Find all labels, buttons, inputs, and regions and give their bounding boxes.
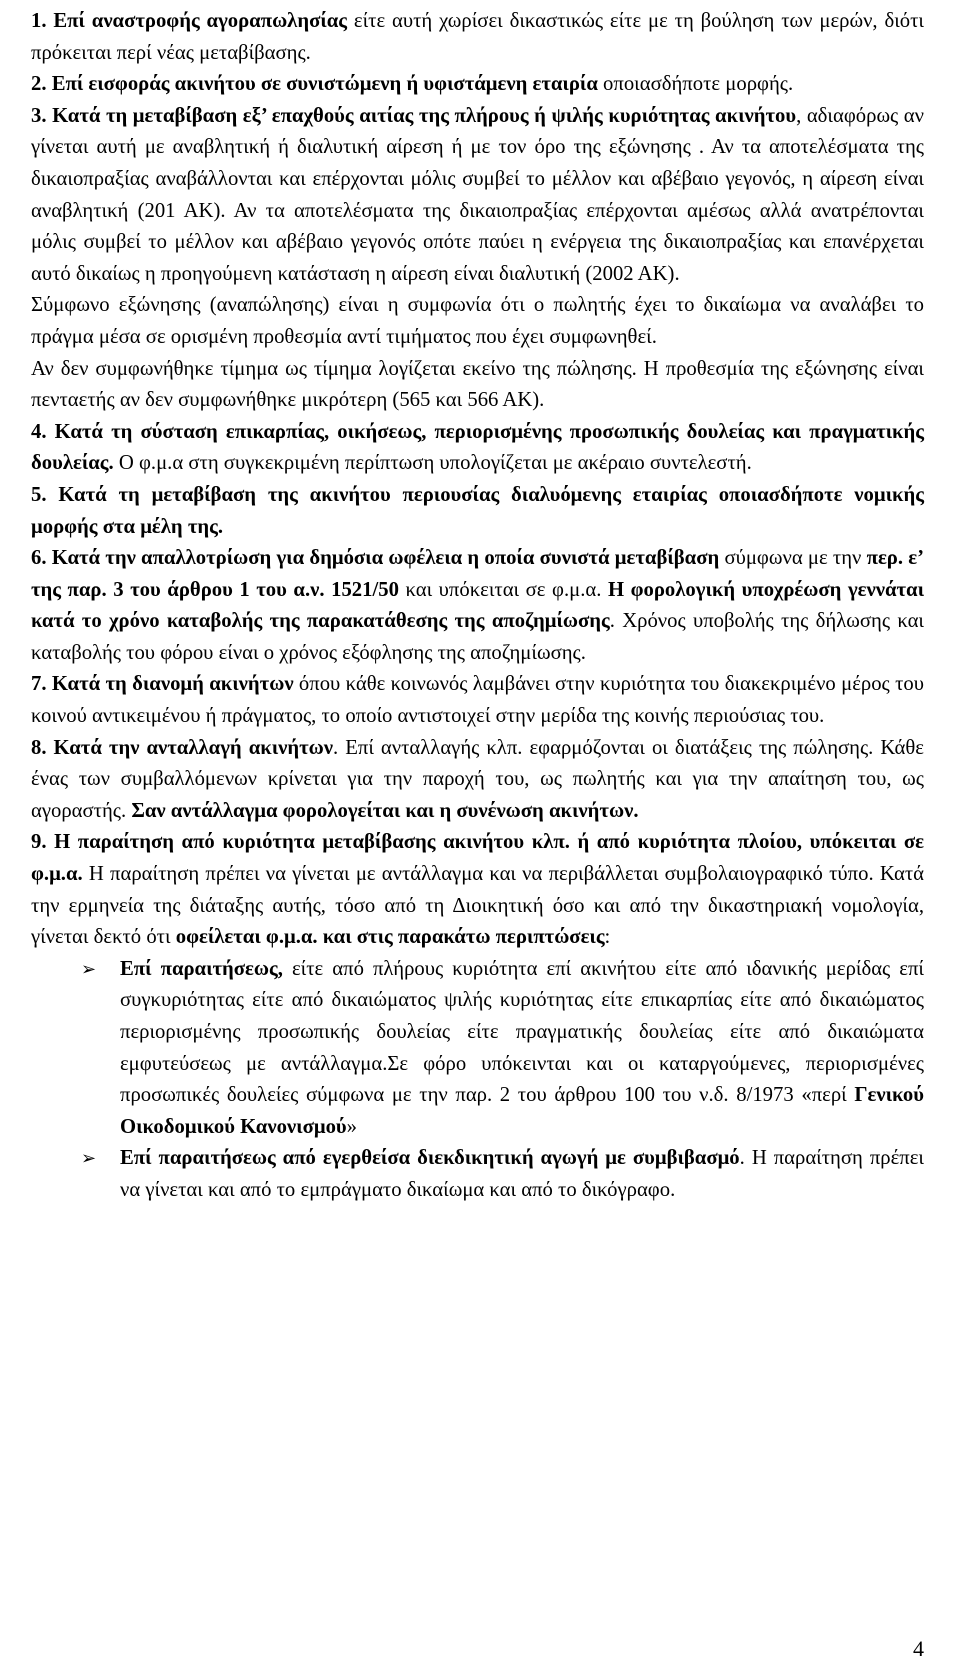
paragraph	[31, 480, 924, 543]
bold-text-run: 6. Κατά την απαλλοτρίωση για δημόσια ωφέλεια η οποία συνιστά μεταβίβαση	[31, 547, 720, 570]
paragraph	[31, 669, 924, 732]
bold-text-run: 5. Κατά τη μεταβίβαση της ακινήτου περιουσίας διαλυόμενης εταιρίας οποιασδήποτε νομικής μορφής στα μέλη της.	[31, 483, 924, 538]
text-run: σύμφωνα με την	[719, 547, 867, 570]
text-run: , αδιαφόρως αν γίνεται αυτή με αναβλητική ή διαλυτική αίρεση ή με τον όρο της εξώνησης . Αν τα αποτελέσματα της δικαιοπραξίας αναβάλλονται και επέρχονται μόλις συμβεί το μέλλον και αβέβαιο γεγονός, η αίρεση είναι αναβλητική (201 ΑΚ). Αν τα αποτελέσματα της δικαιοπραξίας επέρχονται αμέσως αλλά ανατρέπονται μόλις συμβεί το μέλλον και αβέβαιο γεγονός οπότε παύει η ενέργεια της δικαιοπραξίας και επανέρχεται αυτό δικαίως η προηγούμενη κατάσταση η αίρεση είναι διαλυτική (2002 ΑΚ).	[31, 104, 925, 285]
bold-text-run: 4. Κατά τη σύσταση επικαρπίας, οικήσεως, περιορισμένης προσωπικής δουλείας και πραγματικής δουλείας.	[31, 420, 924, 475]
text-run: και υπόκειται σε φ.μ.α.	[398, 578, 608, 601]
text-run: είτε από πλήρους κυριότητα επί ακινήτου είτε από ιδανικής μερίδας επί συγκυριότητας είτε από δικαιώματος ψιλής κυριότητας είτε επικαρπίας είτε από δικαιώματος περιορισμένης προσωπικής δουλείας είτε πραγματικής δουλείας είτε από δικαιώματα εμφυτεύσεως με αντάλλαγμα.Σε φόρο υπόκεινται και οι καταργούμενες, περιορισμένες προσωπικές δουλείες σύμφωνα με την παρ. 2 του άρθρου 100 του ν.δ. 8/1973 «περί	[120, 957, 924, 1107]
document-body	[31, 6, 924, 1207]
bold-text-run: περ. ε’ της παρ. 3 του άρθρου 1 του α.ν. 1521/50	[31, 547, 924, 601]
bold-text-run: Γενικού Οικοδομικού Κανονισμού	[120, 1084, 924, 1138]
bold-text-run: 7. Κατά τη διανομή ακινήτων	[31, 673, 294, 696]
text-run: . Χρόνος υποβολής της δήλωσης και καταβολής του φόρου είναι ο χρόνος εξόφλησης της αποζημίωσης.	[31, 610, 924, 664]
paragraph	[31, 69, 924, 101]
text-run: Σύμφωνο εξώνησης (αναπώλησης) είναι η συμφωνία ότι ο πωλητής έχει το δικαίωμα να αναλάβει το πράγμα μέσα σε ορισμένη προθεσμία αντί τιμήματος που έχει συμφωνηθεί.	[31, 294, 924, 348]
paragraph	[31, 417, 924, 480]
bold-text-run: 3. Κατά τη μεταβίβαση εξ’ επαχθούς αιτίας της πλήρους ή ψιλής κυριότητας ακινήτου	[31, 104, 797, 127]
bold-text-run: Επί παραιτήσεως από εγερθείσα διεκδικητική αγωγή με συμβιβασμό	[120, 1147, 740, 1170]
text-run: όπου κάθε κοινωνός λαμβάνει στην κυριότητα του διακεκριμένο μέρος του κοινού αντικειμένου ή πράγματος, το οποίο αντιστοιχεί στην μερίδα της κοινής περιούσιας του.	[31, 673, 924, 728]
arrow-bullet-icon: ➢	[81, 1148, 97, 1170]
text-run: . Η παραίτηση πρέπει να γίνεται και από το εμπράγματο δικαίωμα και από το δικόγραφο.	[120, 1147, 924, 1201]
text-run: είτε αυτή χωρίσει δικαστικώς είτε με τη βούληση των μερών, διότι πρόκειται περί νέας μεταβίβασης.	[31, 10, 924, 64]
bold-text-run: Η φορολογική υποχρέωση γεννάται κατά το χρόνο καταβολής της παρακατάθεσης της αποζημίωσης	[31, 578, 924, 633]
bold-text-run: οφείλεται φ.μ.α. και στις παρακάτω περιπτώσεις	[175, 926, 605, 949]
page-number: 4	[913, 1636, 924, 1661]
paragraphs	[31, 6, 924, 954]
bullet-list	[31, 954, 924, 1207]
text-run: . Επί ανταλλαγής κλπ. εφαρμόζονται οι διατάξεις της πώλησης. Κάθε ένας των συμβαλλόμενων κρίνεται για την παροχή του, ως πωλητής και για την απαίτηση του, ως αγοραστής.	[31, 736, 924, 822]
paragraph	[31, 101, 924, 291]
bold-text-run: 2. Επί εισφοράς ακινήτου σε συνιστώμενη ή υφιστάμενη εταιρία	[31, 73, 598, 96]
paragraph	[31, 543, 924, 669]
text-run: Αν δεν συμφωνήθηκε τίμημα ως τίμημα λογίζεται εκείνο της πώλησης. Η προθεσμία της εξώνησης είναι πενταετής αν δεν συμφωνήθηκε μικρότερη (565 και 566 ΑΚ).	[31, 357, 924, 412]
text-run: Ο φ.μ.α στη συγκεκριμένη περίπτωση υπολογίζεται με ακέραιο συντελεστή.	[113, 452, 752, 475]
paragraph	[31, 6, 924, 69]
bold-text-run: Επί παραιτήσεως,	[120, 957, 283, 980]
paragraph	[31, 827, 924, 953]
arrow-bullet-icon: ➢	[81, 958, 97, 980]
bold-text-run: 1. Επί αναστροφής αγοραπωλησίας	[31, 10, 348, 32]
bullet-item	[81, 954, 924, 1144]
bold-text-run: Σαν αντάλλαγμα φορολογείται και η συνένωση ακινήτων.	[131, 799, 639, 822]
bullet-item	[81, 1143, 924, 1206]
text-run: Η παραίτηση πρέπει να γίνεται με αντάλλαγμα και να περιβάλλεται συμβολαιογραφικό τύπο. Κατά την ερμηνεία της διάταξης αυτής, τόσο από τη Διοικητική όσο και από την δικαστηριακή νομολογία, γίνεται δεκτό ότι	[31, 863, 924, 949]
text-run: :	[604, 926, 611, 949]
text-run: »	[346, 1115, 357, 1138]
paragraph	[31, 733, 924, 828]
bold-text-run: 8. Κατά την ανταλλαγή ακινήτων	[31, 736, 334, 759]
text-run: οποιασδήποτε μορφής.	[597, 73, 794, 96]
paragraph	[31, 290, 924, 353]
bold-text-run: 9. Η παραίτηση από κυριότητα μεταβίβασης ακινήτου κλπ. ή από κυριότητα πλοίου, υπόκειται σε φ.μ.α.	[31, 831, 924, 886]
paragraph	[31, 354, 924, 417]
